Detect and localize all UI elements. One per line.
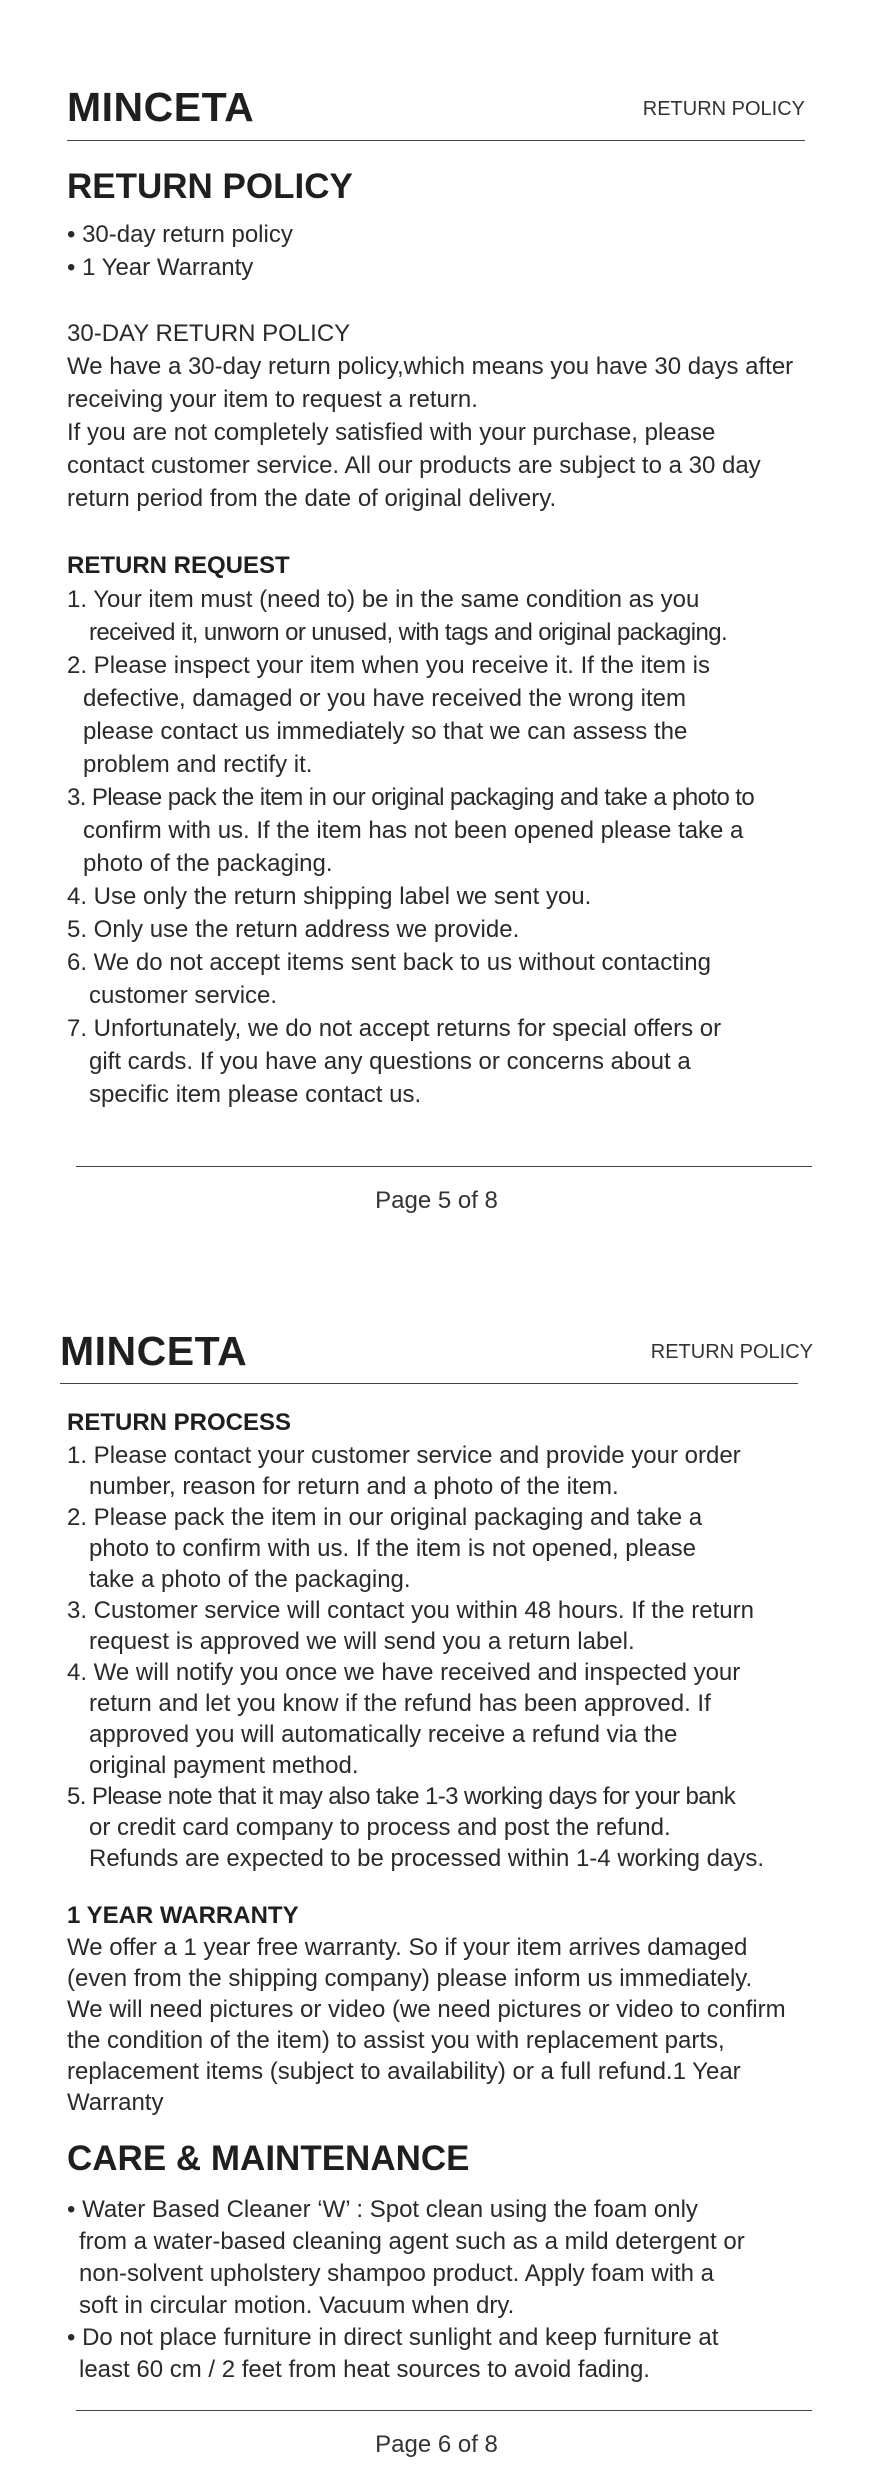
- section-heading-care: CARE & MAINTENANCE: [67, 2139, 470, 2178]
- section-heading-return-process: RETURN PROCESS: [67, 1409, 292, 1436]
- list-item-continued: non-solvent upholstery shampoo product. Apply foam with a: [79, 2260, 715, 2287]
- list-item: • Do not place furniture in direct sunlight and keep furniture at: [67, 2324, 719, 2351]
- return-process-list: [67, 1440, 764, 1874]
- paragraph-line: Warranty: [67, 2089, 164, 2116]
- warranty-paragraph: [67, 1932, 786, 2118]
- list-item-continued: original payment method.: [89, 1752, 359, 1779]
- list-item: 3. Customer service will contact you within 48 hours. If the return: [67, 1597, 754, 1624]
- list-item-continued: from a water-based cleaning agent such as a mild detergent or: [79, 2228, 745, 2255]
- list-item: 5. Please note that it may also take 1-3 working days for your bank: [67, 1783, 736, 1810]
- header-label: RETURN POLICY: [650, 1341, 813, 1363]
- list-item-continued: return and let you know if the refund has been approved. If: [89, 1690, 711, 1717]
- section-heading-return-request: RETURN REQUEST: [67, 552, 290, 579]
- page-number: Page 6 of 8: [375, 2431, 498, 2458]
- list-item: 6. We do not accept items sent back to us without contacting: [67, 949, 711, 976]
- list-item-continued: specific item please contact us.: [89, 1081, 422, 1108]
- list-item-continued: problem and rectify it.: [83, 751, 313, 778]
- list-item: • Water Based Cleaner ‘W’ : Spot clean using the foam only: [67, 2196, 698, 2223]
- list-item-continued: photo of the packaging.: [83, 850, 333, 877]
- header-divider: [67, 140, 805, 141]
- paragraph-line: replacement items (subject to availability) or a full refund.1 Year: [67, 2058, 741, 2085]
- list-item-continued: request is approved we will send you a return label.: [89, 1628, 635, 1655]
- list-item: 4. We will notify you once we have received and inspected your: [67, 1659, 741, 1686]
- paragraph-line: We will need pictures or video (we need pictures or video to confirm: [67, 1996, 786, 2023]
- paragraph-line: (even from the shipping company) please inform us immediately.: [67, 1965, 753, 1992]
- list-item: 3. Please pack the item in our original packaging and take a photo to: [67, 784, 755, 811]
- list-item-continued: gift cards. If you have any questions or concerns about a: [89, 1048, 691, 1075]
- care-list: [67, 2194, 745, 2386]
- paragraph-line: the condition of the item) to assist you with replacement parts,: [67, 2027, 725, 2054]
- list-item-continued: defective, damaged or you have received the wrong item: [83, 685, 687, 712]
- page-number: Page 5 of 8: [375, 1187, 498, 1214]
- list-item: 1. Your item must (need to) be in the same condition as you: [67, 586, 700, 613]
- section-heading-warranty: 1 YEAR WARRANTY: [67, 1902, 299, 1929]
- paragraph-line: We offer a 1 year free warranty. So if your item arrives damaged: [67, 1934, 748, 1961]
- footer-divider: [76, 1166, 812, 1167]
- section-heading: 30-DAY RETURN POLICY: [67, 320, 351, 347]
- header-divider: [60, 1383, 798, 1384]
- brand-logo-text: MINCETA: [60, 1328, 248, 1374]
- list-item: 7. Unfortunately, we do not accept returns for special offers or: [67, 1015, 722, 1042]
- page-title: RETURN POLICY: [67, 167, 353, 206]
- paragraph-line: return period from the date of original delivery.: [67, 485, 557, 512]
- list-item-continued: take a photo of the packaging.: [89, 1566, 411, 1593]
- list-item: 2. Please inspect your item when you receive it. If the item is: [67, 652, 710, 679]
- list-item-continued: approved you will automatically receive a refund via the: [89, 1721, 678, 1748]
- summary-bullet: • 1 Year Warranty: [67, 254, 254, 281]
- summary-bullets: [67, 218, 293, 284]
- list-item-continued: confirm with us. If the item has not been opened please take a: [83, 817, 744, 844]
- list-item: 4. Use only the return shipping label we sent you.: [67, 883, 592, 910]
- list-item-continued: please contact us immediately so that we can assess the: [83, 718, 688, 745]
- paragraph-line: contact customer service. All our products are subject to a 30 day: [67, 452, 761, 479]
- list-item-continued: least 60 cm / 2 feet from heat sources to avoid fading.: [79, 2356, 650, 2383]
- footer-divider: [76, 2410, 812, 2411]
- list-item: 5. Only use the return address we provide.: [67, 916, 520, 943]
- list-item: 1. Please contact your customer service and provide your order: [67, 1442, 741, 1469]
- list-item-continued: photo to confirm with us. If the item is not opened, please: [89, 1535, 697, 1562]
- list-item-continued: number, reason for return and a photo of the item.: [89, 1473, 619, 1500]
- summary-bullet: • 30-day return policy: [67, 221, 293, 248]
- list-item-continued: received it, unworn or unused, with tags and original packaging.: [89, 619, 728, 646]
- list-item-continued: or credit card company to process and post the refund.: [89, 1814, 671, 1841]
- list-item-continued: Refunds are expected to be processed within 1-4 working days.: [89, 1845, 765, 1872]
- brand-logo-text: MINCETA: [67, 84, 255, 130]
- list-item-continued: soft in circular motion. Vacuum when dry.: [79, 2292, 515, 2319]
- paragraph-line: If you are not completely satisfied with your purchase, please: [67, 419, 716, 446]
- list-item-continued: customer service.: [89, 982, 278, 1009]
- header-label: RETURN POLICY: [642, 98, 805, 120]
- paragraph-line: receiving your item to request a return.: [67, 386, 478, 413]
- return-request-list: [67, 583, 754, 1111]
- paragraph-line: We have a 30-day return policy,which means you have 30 days after: [67, 353, 794, 380]
- return-policy-section: [67, 317, 793, 515]
- list-item: 2. Please pack the item in our original packaging and take a: [67, 1504, 703, 1531]
